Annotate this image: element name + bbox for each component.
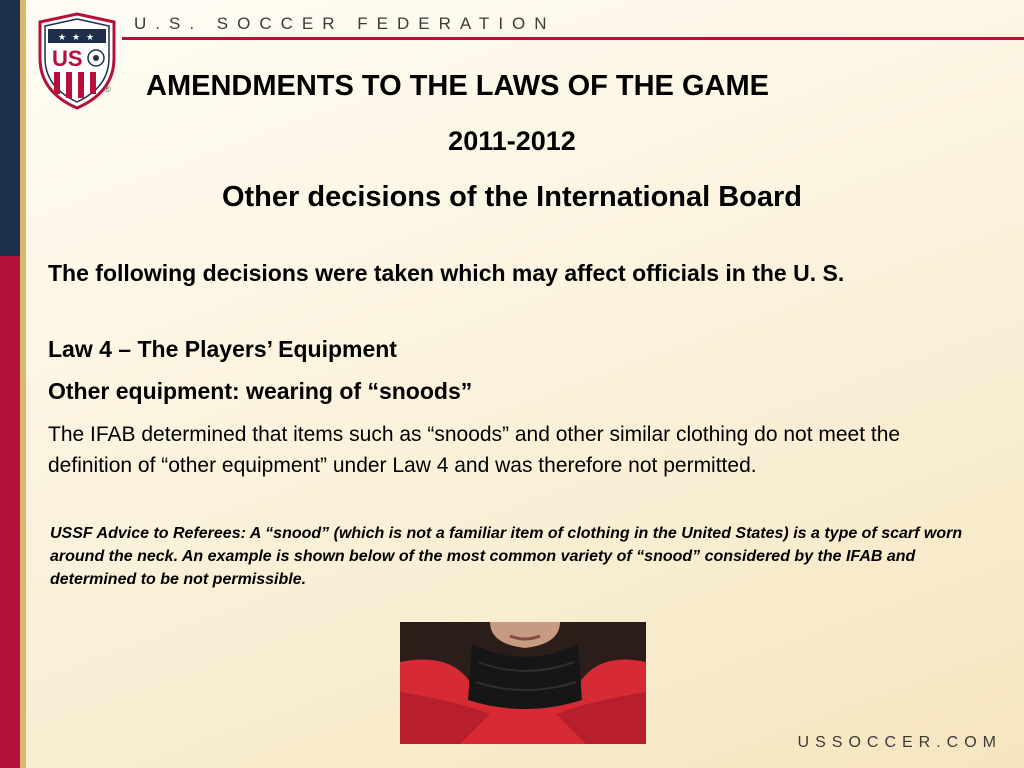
referee-advice: USSF Advice to Referees: A “snood” (which is not a familiar item of clothing in the United States) is a type of scarf worn around the neck. An example is shown below of the most common variety of “snood” considered by the IFAB and determined to be not permissible. — [50, 525, 963, 588]
law-heading: Law 4 – The Players’ Equipment — [48, 336, 397, 362]
body-paragraph: The IFAB determined that items such as “snoods” and other similar clothing do not meet the definition of “other equipment” under Law 4 and was therefore not permitted. — [48, 423, 901, 477]
federation-banner: U.S. SOCCER FEDERATION — [134, 14, 556, 33]
registered-mark: ® — [104, 84, 111, 94]
slide-title: AMENDMENTS TO THE LAWS OF THE GAME — [146, 70, 769, 102]
svg-text:★: ★ — [58, 33, 67, 43]
svg-text:US: US — [52, 46, 83, 71]
intro-paragraph: The following decisions were taken which may affect officials in the U. S. — [48, 260, 845, 286]
slide-subtitle: Other decisions of the International Board — [221, 181, 803, 213]
left-red-stripe — [0, 256, 20, 768]
svg-text:★: ★ — [72, 33, 81, 43]
left-gold-stripe — [20, 0, 26, 768]
slide-year: 2011-2012 — [448, 126, 576, 156]
snood-photo — [400, 622, 646, 744]
svg-text:★: ★ — [86, 33, 95, 43]
footer-url: USSOCCER.COM — [797, 734, 1002, 751]
equipment-heading: Other equipment: wearing of “snoods” — [48, 378, 473, 404]
header-divider — [122, 37, 1024, 40]
us-soccer-crest-icon — [36, 12, 118, 110]
